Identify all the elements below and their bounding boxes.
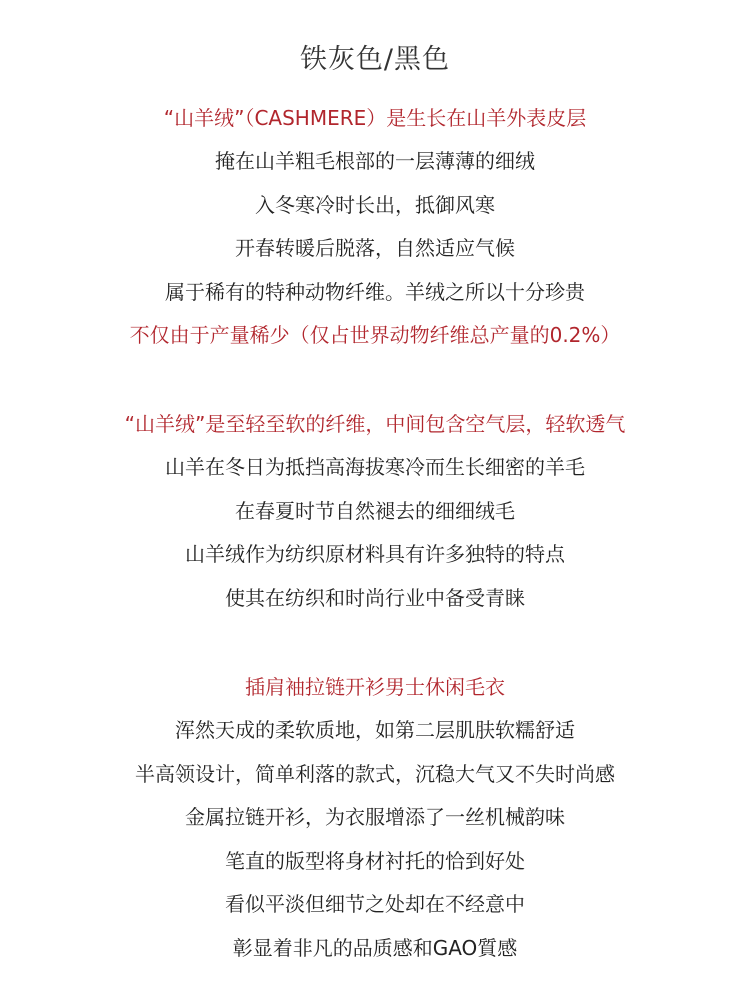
section1-line1: “山羊绒”（CASHMERE）是生长在山羊外表皮层 [163, 106, 587, 130]
section3-line5: 笔直的版型将身材衬托的恰到好处 [225, 849, 525, 873]
section2-line5: 使其在纺织和时尚行业中备受青睐 [225, 586, 525, 610]
section3-line4: 金属拉链开衫，为衣服增添了一丝机械韵味 [185, 805, 565, 829]
section3-line7: 彰显着非凡的品质感和GAO質感 [232, 936, 518, 960]
section3-line6: 看似平淡但细节之处却在不经意中 [225, 892, 525, 916]
section2-line3: 在春夏时节自然褪去的细细绒毛 [235, 499, 515, 523]
color-title: 铁灰色/黑色 [299, 44, 451, 75]
section3-line1: 插肩袖拉链开衫男士休闲毛衣 [245, 675, 505, 699]
section1-line6: 不仅由于产量稀少（仅占世界动物纤维总产量的0.2%） [129, 323, 621, 347]
section2-line4: 山羊绒作为纺织原材料具有许多独特的特点 [185, 542, 565, 566]
section1-line3: 入冬寒冷时长出，抵御风寒 [255, 193, 495, 217]
section1-line5: 属于稀有的特种动物纤维。羊绒之所以十分珍贵 [165, 280, 585, 304]
section2-line1: “山羊绒”是至轻至软的纤维，中间包含空气层，轻软透气 [124, 412, 626, 436]
section1-line4: 开春转暖后脱落，自然适应气候 [235, 236, 515, 260]
section3-line3: 半高领设计，简单利落的款式，沉稳大气又不失时尚感 [135, 762, 615, 786]
section3-line2: 浑然天成的柔软质地，如第二层肌肤软糯舒适 [175, 718, 575, 742]
section2-line2: 山羊在冬日为抵挡高海拔寒冷而生长细密的羊毛 [165, 455, 585, 479]
section1-line2: 掩在山羊粗毛根部的一层薄薄的细绒 [215, 149, 535, 173]
